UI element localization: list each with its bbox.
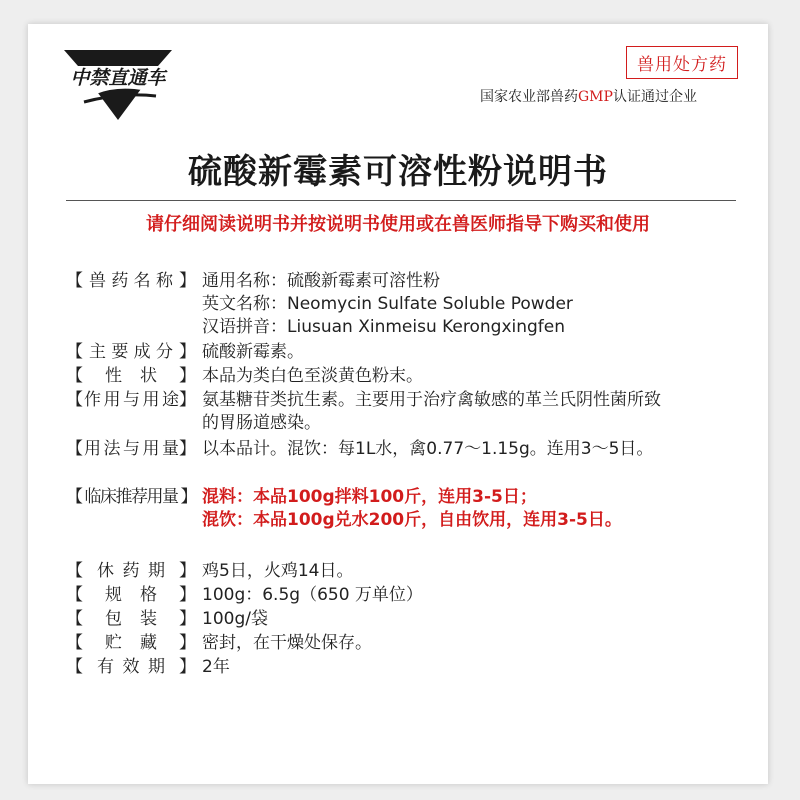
field-drug-name — [66, 270, 573, 339]
brand-logo — [58, 44, 178, 126]
gmp-highlight: GMP — [578, 89, 613, 105]
field-character — [66, 365, 423, 388]
logo-text: 中禁直通车 — [70, 67, 166, 89]
clinical-feed-mix: 混料：本品100g拌料100斤，连用3-5日； — [202, 487, 537, 507]
gmp-prefix: 国家农业部兽药 — [480, 89, 578, 105]
label-withdrawal: 【 休 药 期 】 — [66, 561, 196, 581]
label-character: 【 性 状 】 — [66, 366, 196, 386]
field-validity — [66, 656, 230, 679]
clinical-water-mix: 混饮：本品100g兑水200斤，自由饮用，连用3-5日。 — [202, 510, 622, 530]
value-function: 氨基糖苷类抗生素。主要用于治疗禽敏感的革兰氏阴性菌所致 的胃肠道感染。 — [202, 390, 661, 433]
field-package — [66, 608, 268, 631]
drug-pinyin-name: 汉语拼音：Liusuan Xinmeisu Kerongxingfen — [202, 317, 566, 337]
label-specification: 【 规 格 】 — [66, 585, 196, 605]
field-ingredient — [66, 341, 304, 364]
value-clinical-dosage — [202, 486, 622, 532]
value-character: 本品为类白色至淡黄色粉末。 — [202, 366, 423, 386]
value-drug-name — [202, 270, 573, 339]
field-clinical-dosage — [66, 486, 622, 532]
gmp-certification — [480, 86, 697, 106]
instruction-card — [28, 24, 768, 784]
label-validity: 【 有 效 期 】 — [66, 657, 196, 677]
drug-common-name: 通用名称：硫酸新霉素可溶性粉 — [202, 271, 440, 291]
value-usage: 以本品计。混饮：每1L水，禽0.77～1.15g。连用3～5日。 — [202, 439, 654, 459]
value-validity: 2年 — [202, 657, 230, 677]
label-function: 【 作 用 与 用 途 】 — [66, 390, 196, 410]
value-withdrawal: 鸡5日，火鸡14日。 — [202, 561, 354, 581]
label-storage: 【 贮 藏 】 — [66, 633, 196, 653]
label-drug-name: 【 兽 药 名 称 】 — [66, 271, 196, 291]
label-package: 【 包 装 】 — [66, 609, 196, 629]
value-package: 100g/袋 — [202, 609, 268, 629]
value-specification: 100g：6.5g（650 万单位） — [202, 585, 423, 605]
label-clinical-dosage: 【 临床推荐用量 】 — [66, 487, 196, 507]
value-ingredient: 硫酸新霉素。 — [202, 342, 304, 362]
usage-notice: 请仔细阅读说明书并按说明书使用或在兽医师指导下购买和使用 — [146, 214, 650, 235]
field-usage — [66, 438, 653, 461]
field-function — [66, 389, 661, 435]
title-divider — [66, 200, 736, 201]
label-usage: 【 用 法 与 用 量 】 — [66, 439, 196, 459]
field-specification — [66, 584, 423, 607]
field-withdrawal — [66, 560, 353, 583]
gmp-suffix: 认证通过企业 — [612, 89, 697, 105]
prescription-badge: 兽用处方药 — [626, 46, 738, 79]
document-title: 硫酸新霉素可溶性粉说明书 — [188, 152, 608, 192]
label-ingredient: 【 主 要 成 分 】 — [66, 342, 196, 362]
value-storage: 密封，在干燥处保存。 — [202, 633, 372, 653]
field-storage — [66, 632, 372, 655]
drug-english-name: 英文名称：Neomycin Sulfate Soluble Powder — [202, 294, 573, 314]
